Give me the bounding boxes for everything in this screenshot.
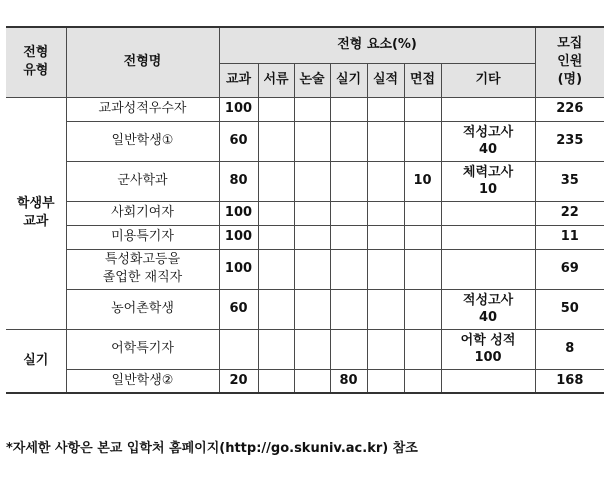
- value-cell: [404, 121, 441, 161]
- type-cell: 실기: [6, 329, 66, 393]
- name-cell: 특성화고등을 졸업한 재직자: [66, 249, 219, 289]
- value-cell: [219, 329, 258, 369]
- quota-cell: 69: [535, 249, 604, 289]
- value-cell: [258, 97, 294, 121]
- value-cell: [441, 249, 535, 289]
- name-cell: 군사학과: [66, 161, 219, 201]
- value-cell: 체력고사 10: [441, 161, 535, 201]
- name-cell: 교과성적우수자: [66, 97, 219, 121]
- quota-cell: 22: [535, 201, 604, 225]
- quota-cell: 11: [535, 225, 604, 249]
- value-cell: 10: [404, 161, 441, 201]
- value-cell: [367, 201, 404, 225]
- value-cell: [404, 289, 441, 329]
- value-cell: [294, 249, 330, 289]
- header-col-gita: 기타: [441, 63, 535, 97]
- name-cell: 미용특기자: [66, 225, 219, 249]
- value-cell: [441, 201, 535, 225]
- value-cell: 20: [219, 369, 258, 393]
- table-row: [6, 225, 604, 249]
- value-cell: [367, 121, 404, 161]
- name-cell: 농어촌학생: [66, 289, 219, 329]
- value-cell: 80: [219, 161, 258, 201]
- value-cell: [258, 201, 294, 225]
- value-cell: [441, 369, 535, 393]
- table-row: [6, 201, 604, 225]
- table-row: [6, 97, 604, 121]
- value-cell: [294, 289, 330, 329]
- value-cell: [367, 225, 404, 249]
- value-cell: [330, 249, 367, 289]
- quota-cell: 50: [535, 289, 604, 329]
- header-col-nonsul: 논술: [294, 63, 330, 97]
- value-cell: [294, 121, 330, 161]
- value-cell: 적성고사 40: [441, 289, 535, 329]
- value-cell: [294, 329, 330, 369]
- table-row: [6, 369, 604, 393]
- name-cell: 어학특기자: [66, 329, 219, 369]
- value-cell: 100: [219, 97, 258, 121]
- value-cell: [404, 201, 441, 225]
- type-cell: 학생부 교과: [6, 97, 66, 329]
- table-row: [6, 289, 604, 329]
- header-name: 전형명: [66, 27, 219, 97]
- value-cell: [367, 161, 404, 201]
- value-cell: 60: [219, 121, 258, 161]
- header-col-siljeok: 실적: [367, 63, 404, 97]
- value-cell: 100: [219, 225, 258, 249]
- value-cell: [330, 121, 367, 161]
- value-cell: [258, 289, 294, 329]
- quota-cell: 8: [535, 329, 604, 369]
- header-quota: 모집 인원 (명): [535, 27, 604, 97]
- quota-cell: 226: [535, 97, 604, 121]
- value-cell: [404, 225, 441, 249]
- value-cell: [330, 225, 367, 249]
- value-cell: [258, 225, 294, 249]
- value-cell: [294, 225, 330, 249]
- quota-cell: 35: [535, 161, 604, 201]
- name-cell: 일반학생①: [66, 121, 219, 161]
- value-cell: [294, 97, 330, 121]
- value-cell: [367, 329, 404, 369]
- value-cell: [367, 369, 404, 393]
- value-cell: [258, 161, 294, 201]
- quota-cell: 235: [535, 121, 604, 161]
- table-row: [6, 121, 604, 161]
- value-cell: 80: [330, 369, 367, 393]
- value-cell: 적성고사 40: [441, 121, 535, 161]
- value-cell: [294, 161, 330, 201]
- value-cell: 60: [219, 289, 258, 329]
- name-cell: 일반학생②: [66, 369, 219, 393]
- value-cell: [367, 249, 404, 289]
- name-cell: 사회기여자: [66, 201, 219, 225]
- footnote: *자세한 사항은 본교 입학처 홈페이지(http://go.skuniv.ac.kr) 참조: [6, 441, 418, 456]
- value-cell: [330, 97, 367, 121]
- header-col-gyogwa: 교과: [219, 63, 258, 97]
- table-row: [6, 161, 604, 201]
- table-row: [6, 249, 604, 289]
- header-type: 전형 유형: [6, 27, 66, 97]
- value-cell: 100: [219, 249, 258, 289]
- value-cell: [441, 225, 535, 249]
- value-cell: [294, 369, 330, 393]
- admission-table: [6, 26, 604, 394]
- value-cell: [367, 97, 404, 121]
- header-elements: 전형 요소(%): [219, 27, 535, 63]
- value-cell: [258, 121, 294, 161]
- value-cell: [330, 161, 367, 201]
- value-cell: [367, 289, 404, 329]
- header-col-myeonjeop: 면접: [404, 63, 441, 97]
- value-cell: [330, 289, 367, 329]
- quota-cell: 168: [535, 369, 604, 393]
- header-col-seoryu: 서류: [258, 63, 294, 97]
- value-cell: [404, 249, 441, 289]
- header-col-silgi: 실기: [330, 63, 367, 97]
- value-cell: [441, 97, 535, 121]
- value-cell: [330, 329, 367, 369]
- value-cell: [258, 249, 294, 289]
- value-cell: [404, 329, 441, 369]
- table-row: [6, 329, 604, 369]
- value-cell: 어학 성적 100: [441, 329, 535, 369]
- value-cell: 100: [219, 201, 258, 225]
- value-cell: [404, 97, 441, 121]
- value-cell: [294, 201, 330, 225]
- value-cell: [404, 369, 441, 393]
- value-cell: [258, 369, 294, 393]
- value-cell: [258, 329, 294, 369]
- value-cell: [330, 201, 367, 225]
